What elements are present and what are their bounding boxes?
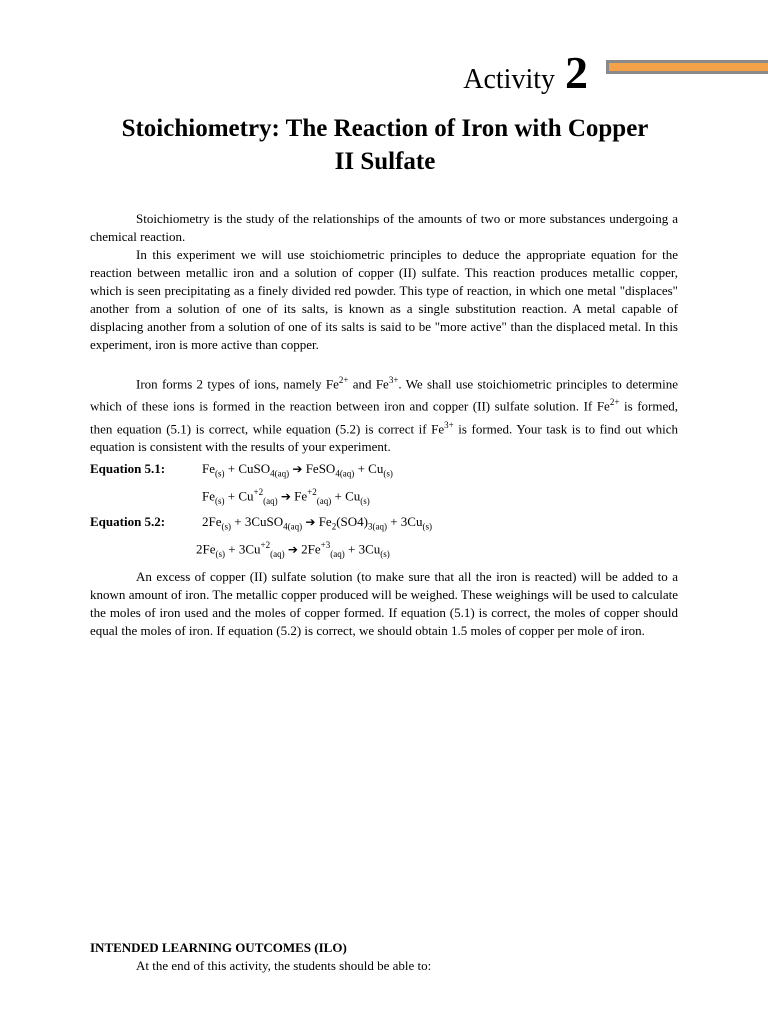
paragraph-text: In this experiment we will use stoichiometric principles to deduce the appropriate equation for the reaction between metallic iron and a solution of copper (II) sulfate. This reaction produces metallic copper, which is seen precipitating as a finely divided red powder. This type of reaction, in which one metal "displaces" another from a solution of one of its salts, is known as a single substitution reaction. A metal capable of displacing another from a solution of one of its salts is said to be "more active" than the displaced metal. In this experiment, iron is more active than copper.: [90, 247, 678, 352]
equation-label: Equation 5.2:: [90, 514, 166, 529]
superscript: 3+: [444, 419, 454, 430]
equation-label: Equation 5.1:: [90, 461, 166, 476]
ilo-intro: At the end of this activity, the students should be able to:: [136, 958, 432, 973]
intro-paragraph: [90, 210, 678, 246]
text-run: is formed. Your task is to find out which equation is consistent with the results of your experiment.: [90, 420, 678, 454]
title-line-2: II Sulfate: [334, 148, 436, 175]
procedure-paragraph: [90, 568, 678, 640]
equation-line: Equation 5.1: $Fe_{(s)}$ + CuSO$_{4(aq)}$ ➔ FeSO$_{4(aq)}$ + $Cu_{(s)}$: [90, 461, 393, 479]
text-run: . We shall use stoichiometric principles to determine which of these ions is formed in the reaction between iron and copper (II) sulfate solution. If Fe: [90, 376, 678, 414]
text-run: and Fe: [348, 376, 389, 392]
page-title: [60, 112, 710, 178]
equation-line: $2Fe_{(s)} + 3Cu^{+2}_{(aq)}$ ➔ $2Fe^{+3}_{(aq)} + 3Cu_{(s)}$: [196, 539, 390, 559]
equation-line: $Fe_{(s)} + Cu^{+2}_{(aq)}$ ➔ $Fe^{+2}_{(aq)} + Cu_{(s)}$: [202, 486, 370, 506]
iron-ions-paragraph: [90, 371, 678, 456]
activity-number: 2: [565, 47, 588, 98]
superscript: 3+: [388, 375, 399, 385]
text-run: Iron forms 2 types of ions, namely Fe: [136, 376, 339, 392]
title-line-1: Stoichiometry: The Reaction of Iron with Copper: [121, 115, 649, 142]
paragraph-text: An excess of copper (II) sulfate solution (to make sure that all the iron is reacted) will be added to a known amount of iron. The metallic copper produced will be weighed. These weighings will be used to calculate the moles of iron used and the moles of copper formed. If equation (5.1) is correct, the moles of copper should equal the moles of iron. If equation (5.2) is correct, we should obtain 1.5 moles of copper per mole of iron.: [90, 569, 678, 638]
text-run: is formed, then equation (5.1) is correct, while equation (5.2) is correct if Fe: [90, 398, 678, 436]
superscript: 2+: [609, 397, 620, 408]
equation-5-2: [90, 513, 432, 563]
equation-line: Equation 5.2: $2Fe_{(s)}$ + 3CuSO$_{4(aq)}$ ➔ $Fe_2(SO4)_{3(aq)} + 3Cu_{(s)}$: [90, 514, 432, 532]
paragraph-text: [90, 371, 678, 456]
experiment-paragraph: [90, 246, 678, 354]
paragraph-text: Stoichiometry is the study of the relationships of the amounts of two or more substances undergoing a chemical reaction.: [90, 211, 678, 244]
superscript: 2+: [338, 375, 349, 385]
activity-heading: [463, 46, 588, 99]
ilo-heading: INTENDED LEARNING OUTCOMES (ILO): [90, 940, 347, 955]
equation-5-1: [90, 460, 393, 510]
activity-label: Activity: [463, 64, 555, 95]
activity-accent-bar: [606, 60, 768, 74]
